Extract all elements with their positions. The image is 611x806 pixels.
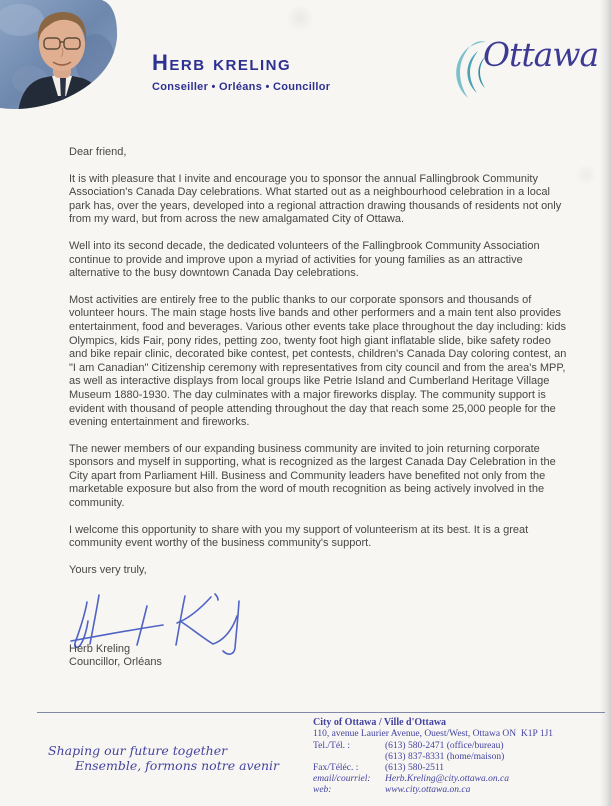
contact-row-tel-home [313, 752, 603, 763]
contact-value: (613) 580-2471 (office/bureau) [385, 741, 504, 751]
ottawa-logo [450, 35, 599, 104]
contact-label: email/courriel: [313, 774, 371, 784]
contact-value: Herb.Kreling@city.ottawa.on.ca [385, 774, 509, 784]
contact-label [313, 752, 385, 763]
paragraph-1: It is with pleasure that I invite and encourage you to sponsor the annual Fallingbrook Community Association's Canada Day celebrations. What started out as a neighbourhood celebration in a local park has, over the years, developed into a regional attraction drawing thousands of residents not only from my ward, but from across the new amalgamated City of Ottawa. [69, 172, 562, 226]
slogan-french: Ensemble, formons notre avenir [75, 758, 280, 773]
paragraph-3: Most activities are entirely free to the public thanks to our corporate sponsors and thousands of volunteer hours. The main stage hosts live bands and other performers and a main tent also provides entertainment, food and beverages. Various other events take place throughout the day including: kids Olympics, kids Fair, pony rides, petting zoo, twenty foot high giant inflatable slide, bike safety rodeo and bike repair clinic, decorated bike contest, pet contests, children's Canada Day coloring contest, an "I am Canadian" Citizenship ceremony with representatives from city council and from the area's MPP, as well as interactive displays from local groups like Petrie Island and Cumberland Heritage Village Museum 1880-1930. The day culminates with a major fireworks display. The community support is evident with thousand of people attending throughout the day that reach some 25,000 people for the evening entertainment and fireworks. [69, 293, 567, 429]
official-title: Conseiller • Orléans • Councillor [152, 81, 331, 93]
organization-address: 110, avenue Laurier Avenue, Ouest/West, Ottawa ON K1P 1J1 [313, 729, 554, 739]
contact-value: (613) 580-2511 [385, 763, 445, 773]
paragraph-5: I welcome this opportunity to share with you my support of volunteerism at its best. It is a great community event worthy of the business community's support. [69, 523, 529, 550]
footer-contact-block [313, 717, 603, 796]
contact-label: Tel./Tél. : [313, 741, 351, 751]
contact-label: web: [313, 785, 332, 795]
closing: Yours very truly, [69, 563, 147, 576]
signer-name: Herb Kreling [69, 643, 131, 656]
slogan-english: Shaping our future together [48, 743, 228, 758]
contact-row-web [313, 785, 603, 796]
organization-name: City of Ottawa / Ville d'Ottawa [313, 717, 447, 728]
contact-label: Fax/Téléc. : [313, 763, 359, 773]
contact-row-tel [313, 741, 603, 752]
paragraph-2: Well into its second decade, the dedicated volunteers of the Fallingbrook Community Association continue to provide and improve upon a myriad of activities for young families as an attractive alternative to the busy downtown Canada Day celebrations. [69, 239, 540, 280]
salutation: Dear friend, [69, 146, 127, 158]
portrait-photo-image [0, 0, 118, 112]
contact-value: (613) 837-8331 (home/maison) [385, 752, 505, 762]
contact-rows [313, 741, 603, 796]
footer-divider [37, 712, 605, 713]
official-name: Herb kreling [152, 50, 292, 75]
signer-title: Councillor, Orléans [69, 656, 162, 669]
contact-row-fax [313, 763, 603, 774]
paragraph-4: The newer members of our expanding business community are invited to join returning corporate sponsors and myself in supporting, what is recognized as the largest Canada Day Celebration in the City apart from Parliament Hill. Business and Community leaders have benefited not only from the marketable exposure but also from the word of mouth recognition as being actively involved in the community. [69, 442, 556, 510]
letter-body [69, 146, 567, 674]
signature-block [69, 590, 567, 674]
contact-value: www.city.ottawa.on.ca [385, 785, 471, 795]
footer-slogan [48, 743, 279, 773]
contact-row-email [313, 774, 603, 785]
portrait-photo [0, 0, 118, 110]
ottawa-logo-text: Ottawa [483, 35, 599, 74]
letterhead-name-block [152, 50, 330, 93]
